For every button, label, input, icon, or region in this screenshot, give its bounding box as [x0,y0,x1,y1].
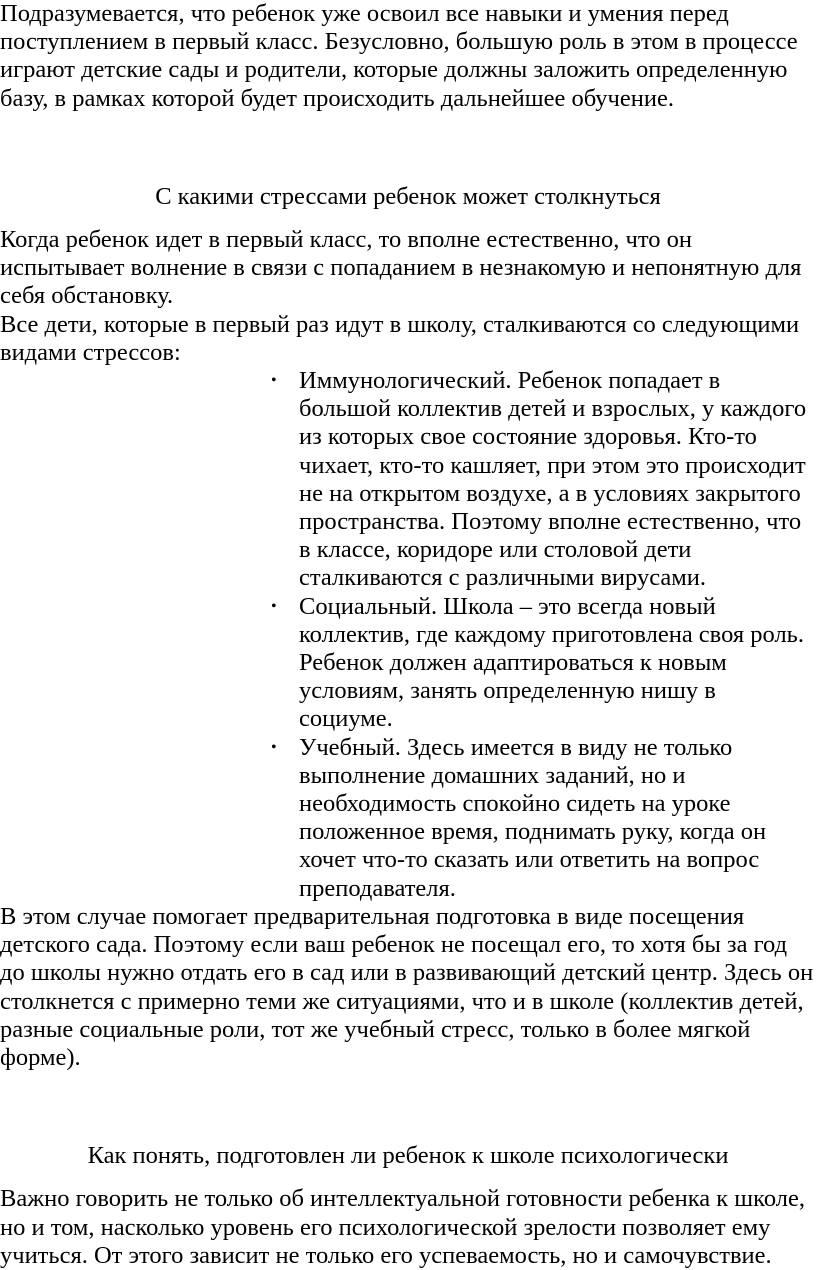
readiness-paragraph: Важно говорить не только об интеллектуальной готовности ребенка к школе, но и том, насколько уровень его психологической зрелости позволяет ему учиться. От этого зависит не только его успеваемость, но и самочувствие. [0,1185,805,1269]
bullet-icon: • [271,372,277,390]
list-item-text: Учебный. Здесь имеется в виду не только выполнение домашних заданий, но и необходимость спокойно сидеть на уроке положенное время, поднимать руку, когда он хочет что-то сказать или ответить на вопрос преподавателя. [299,733,767,902]
section-heading-readiness: Как понять, подготовлен ли ребенок к школе психологически [87,1142,729,1170]
section-heading-stress: С какими стрессами ребенок может столкнуться [155,182,661,210]
kindergarten-paragraph: В этом случае помогает предварительная подготовка в виде посещения детского сада. Поэтому если ваш ребенок не посещал его, то хотя бы за год до школы нужно отдать его в сад или в развивающий детский центр. Здесь он столкнется с примерно теми же ситуациями, что и в школе (коллектив детей, разные социальные роли, тот же учебный стресс, только в более мягкой форме). [0,902,814,1071]
bullet-icon: • [271,597,277,615]
list-item [271,367,809,593]
stress-types-lead-paragraph: Все дети, которые в первый раз идут в школу, сталкиваются со следующими видами стрессов: [0,310,800,366]
list-item-text: Иммунологический. Ребенок попадает в большой коллектив детей и взрослых, у каждого из которых свое состояние здоровья. Кто-то чихает, кто-то кашляет, при этом это происходит не на открытом воздухе, а в условиях закрытого пространства. Поэтому вполне естественно, что в классе, коридоре или столовой дети сталкиваются с различными вирусами. [299,367,807,592]
list-item [271,733,809,903]
intro-paragraph: Подразумевается, что ребенок уже освоил все навыки и умения перед поступлением в первый класс. Безусловно, большую роль в этом в процессе играют детские сады и родители, которые должны заложить определенную базу, в рамках которой будет происходить дальнейшее обучение. [0,0,798,112]
list-item [271,592,809,734]
bullet-icon: • [271,738,277,756]
stress-types-list [0,367,809,903]
list-item-text: Социальный. Школа – это всегда новый коллектив, где каждому приготовлена своя роль. Ребенок должен адаптироваться к новым условиям, занять определенную нишу в социуме. [299,592,804,733]
stress-intro-paragraph: Когда ребенок идет в первый класс, то вполне естественно, что он испытывает волнение в связи с попаданием в незнакомую и непонятную для себя обстановку. [0,226,802,310]
